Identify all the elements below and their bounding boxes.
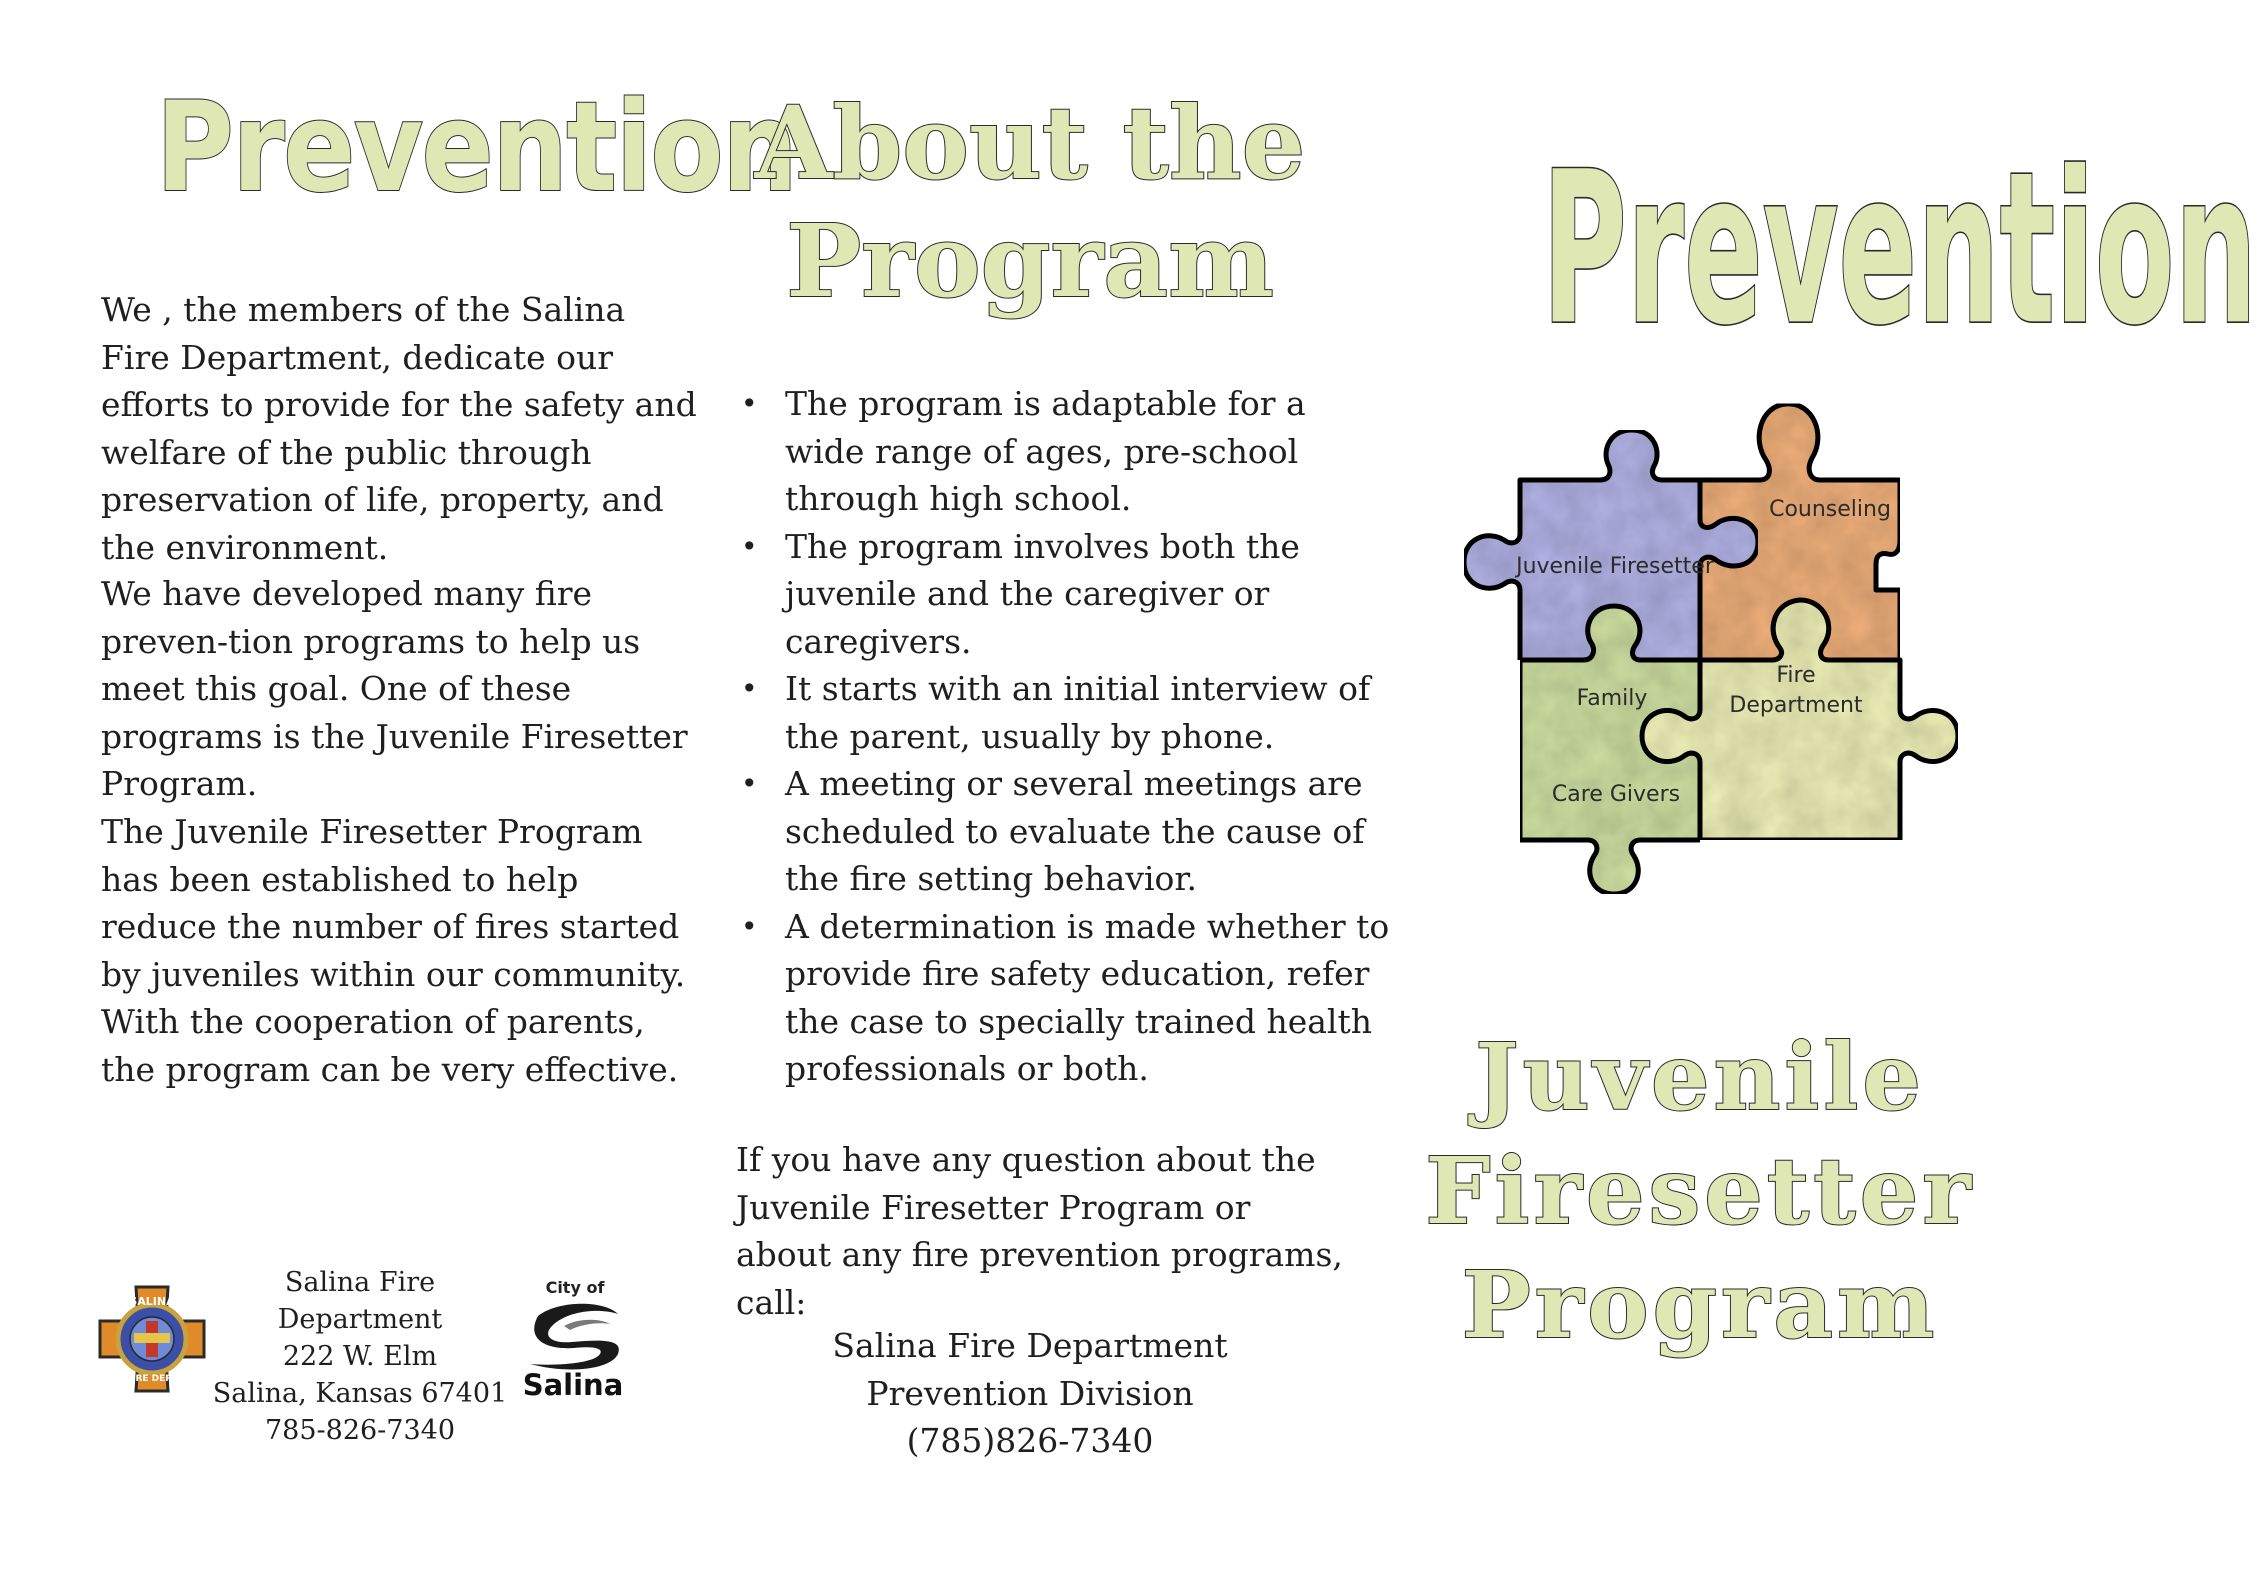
list-item: • The program involves both the juvenile and the caregiver or caregivers.	[785, 523, 1395, 666]
counseling-label: Counseling	[1769, 497, 1891, 522]
address-block	[210, 1264, 510, 1449]
call-instructions: If you have any question about the Juvenile Firesetter Program or about any fire prevention programs, call:	[736, 1140, 1343, 1322]
svg-text:FIRE DEPT: FIRE DEPT	[125, 1374, 179, 1384]
address-phone: 785-826-7340	[264, 1415, 456, 1446]
program-title	[1420, 1020, 1980, 1362]
list-item: • The program is adaptable for a wide range of ages, pre-school through high school.	[785, 380, 1395, 523]
program-title-line2: Firesetter	[1425, 1137, 1975, 1245]
about-title-line1: About the	[754, 84, 1306, 202]
programs-paragraph: We have developed many fire preven-tion programs to help us meet this goal. One of these programs is the Juvenile Firesetter Program.	[101, 574, 688, 803]
program-bullet-list	[735, 380, 1395, 1093]
city-name-label: Salina	[522, 1368, 624, 1402]
address-city: Salina, Kansas 67401	[212, 1378, 508, 1409]
fire-department-badge-icon	[96, 1283, 208, 1395]
contact-division: Prevention Division	[866, 1373, 1194, 1413]
contact-organization: Salina Fire Department	[832, 1326, 1228, 1365]
contact-block	[720, 1322, 1340, 1465]
city-of-label: City of	[545, 1278, 605, 1297]
puzzle-illustration	[1440, 380, 1980, 900]
address-organization: Salina Fire Department	[277, 1267, 443, 1335]
list-item: • A determination is made whether to provide fire safety education, refer the case to specially trained health professionals or both.	[785, 903, 1395, 1093]
fire-label: Fire	[1776, 663, 1816, 688]
list-item: • A meeting or several meetings are scheduled to evaluate the cause of the fire setting behavior.	[785, 760, 1395, 903]
contact-phone: (785)826-7340	[906, 1421, 1154, 1460]
right-prevention-title: Prevention	[1541, 127, 2257, 372]
juvenile-program-paragraph: The Juvenile Firesetter Program has been established to help reduce the number of fires started by juveniles within our community. With the cooperation of parents, the program can be very effective.	[101, 812, 686, 1089]
about-program-title	[700, 84, 1360, 320]
address-street: 222 W. Elm	[282, 1341, 438, 1372]
family-label: Family	[1576, 686, 1648, 711]
program-title-line1: Juvenile	[1475, 1023, 1925, 1131]
mission-paragraph: We , the members of the Salina Fire Department, dedicate our efforts to provide for the safety and welfare of the public through preservation of life, property, and the environment.	[101, 290, 697, 567]
program-title-line3: Program	[1461, 1251, 1939, 1359]
care-givers-label: Care Givers	[1551, 782, 1681, 807]
svg-text:SALINA: SALINA	[129, 1295, 175, 1308]
about-title-line2: Program	[786, 202, 1274, 320]
juvenile-firesetter-label: Juvenile Firesetter	[1516, 554, 1714, 579]
department-label: Department	[1729, 693, 1863, 718]
list-item: • It starts with an initial interview of the parent, usually by phone.	[785, 665, 1395, 760]
left-prevention-title: Prevention	[155, 76, 797, 220]
